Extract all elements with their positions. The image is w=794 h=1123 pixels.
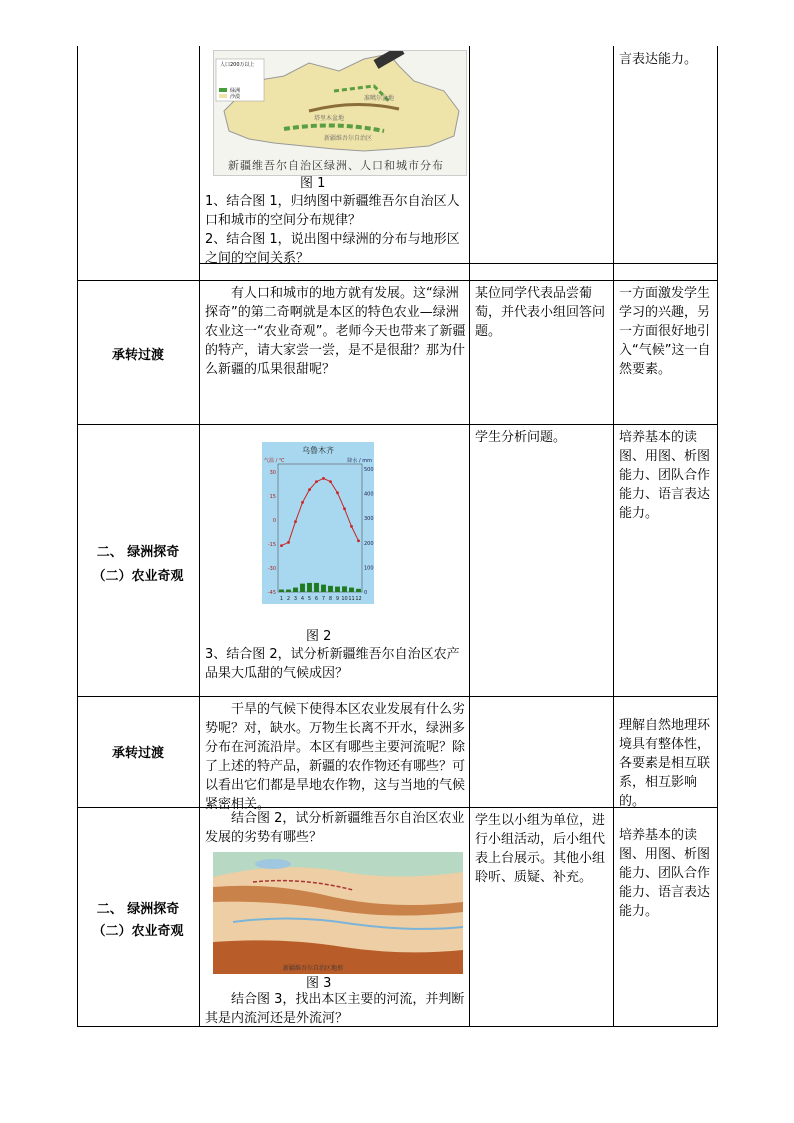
chart-bar-precip: [349, 588, 354, 592]
question-3: 3、结合图 2，试分析新疆维吾尔自治区农产品果大瓜甜的气候成因？: [205, 647, 460, 681]
chart-point-temperature: [336, 491, 339, 494]
map-legend-oasis: 绿洲: [230, 88, 241, 94]
map-label-area: 准噶尔盆地: [364, 95, 395, 102]
table-border-right: [717, 46, 718, 1027]
chart-point-temperature: [350, 525, 353, 528]
chart-bar-precip: [279, 590, 284, 592]
question-5: 结合图 3，找出本区主要的河流，并判断其是内流河还是外流河？: [205, 992, 465, 1026]
table-divider-2: [469, 46, 470, 1027]
chart-x-label: 7: [321, 596, 326, 602]
chart-point-temperature: [343, 507, 346, 510]
chart-x-label: 3: [293, 596, 298, 602]
question-4: 结合图 2，试分析新疆维吾尔自治区农业发展的劣势有哪些？: [205, 811, 465, 845]
chart-x-label: 6: [314, 596, 319, 602]
chart-x-label: 4: [300, 596, 305, 602]
chart-point-temperature: [308, 488, 311, 491]
chart-tick-left: 15: [269, 494, 276, 500]
row2-subsection-title: （二）农业奇观: [92, 569, 184, 584]
row0-goal: 言表达能力。: [619, 52, 698, 67]
row4-section-title: 二、 绿洲探奇: [96, 902, 180, 917]
chart-point-temperature: [329, 480, 332, 483]
figure-3-terrain-map: [213, 852, 463, 974]
row-divider-2: [77, 424, 717, 425]
row4-student-activity: 学生以小组为单位，进行小组活动，后小组代表上台展示。其他小组聆听、质疑、补充。: [475, 813, 606, 885]
chart-x-label: 1: [279, 596, 284, 602]
row3-goal: 理解自然地理环境具有整体性，各要素是相互联系，相互影响的。: [619, 718, 711, 809]
row2-section-title: 二、 绿洲探奇: [96, 545, 180, 560]
table-divider-3: [613, 46, 614, 1027]
question-2: 2、结合图 1，说出图中绿洲的分布与地形区之间的空间关系？: [205, 232, 460, 266]
chart-y-left-label: 气温 / ℃: [264, 458, 285, 464]
chart-bar-precip: [307, 583, 312, 592]
chart-x-label: 9: [335, 596, 340, 602]
map-legend-population: 人口200万以上: [220, 62, 255, 68]
chart-point-temperature: [280, 544, 283, 547]
figure-3-caption: 新疆维吾尔自治区地形: [283, 965, 344, 972]
map-legend-desert: 沙漠: [230, 94, 241, 100]
row-divider-1: [77, 280, 717, 281]
row1-stage-label: 承转过渡: [111, 348, 164, 363]
chart-point-temperature: [315, 480, 318, 483]
chart-tick-right: 400: [364, 491, 374, 498]
figure-1-caption: 新疆维吾尔自治区绿洲、人口和城市分布: [228, 159, 444, 172]
chart-point-temperature: [322, 477, 325, 480]
chart-x-label: 2: [286, 596, 291, 602]
figure-1-map: [213, 50, 467, 176]
table-border-left: [77, 46, 78, 1027]
chart-plot-area: [278, 464, 362, 592]
chart-x-label: 8: [328, 596, 333, 602]
row2-student-activity: 学生分析问题。: [475, 430, 567, 445]
chart-bar-precip: [328, 586, 333, 592]
chart-x-label: 12: [355, 596, 362, 602]
chart-bar-precip: [300, 584, 305, 592]
chart-tick-right: 0: [364, 590, 368, 596]
chart-tick-right: 200: [364, 540, 374, 547]
question-1: 1、结合图 1，归纳图中新疆维吾尔自治区人口和城市的空间分布规律？: [205, 194, 460, 228]
row-divider-3: [77, 696, 717, 697]
chart-tick-left: 0: [272, 518, 276, 524]
row4-subsection-title: （二）农业奇观: [92, 924, 184, 939]
figure-2-label: 图 2: [306, 629, 332, 644]
chart-tick-right: 500: [364, 466, 374, 473]
chart-y-right-label: 降水 / mm: [347, 458, 372, 464]
map-label-basin: 塔里木盆地: [314, 115, 345, 122]
chart-point-temperature: [287, 541, 290, 544]
chart-title: 乌鲁木齐: [302, 446, 334, 455]
chart-tick-left: 30: [269, 470, 276, 476]
row4-goal: 培养基本的读图、用图、析图能力、团队合作能力、语言表达能力。: [619, 828, 711, 919]
chart-bar-precip: [335, 587, 340, 592]
chart-tick-left: -30: [267, 566, 276, 572]
chart-bar-precip: [356, 589, 361, 592]
chart-bar-precip: [321, 585, 326, 592]
figure-2-climate-chart: [262, 442, 374, 604]
chart-tick-right: 100: [364, 565, 374, 572]
chart-bar-precip: [342, 586, 347, 592]
chart-tick-right: 300: [364, 516, 374, 523]
chart-point-temperature: [294, 520, 297, 523]
row1-teacher-activity: 有人口和城市的地方就有发展。这“绿洲探奇”的第二奇啊就是本区的特色农业—绿洲农业这一“农业奇观”。老师今天也带来了新疆的特产，请大家尝一尝，是不是很甜？那为什么新疆的瓜果很甜呢？: [205, 286, 466, 377]
chart-bar-precip: [286, 590, 291, 592]
figure-1-label: 图 1: [300, 176, 326, 191]
row1-student-activity: 某位同学代表品尝葡萄，并代表小组回答问题。: [475, 286, 606, 339]
map-label-region: 新疆维吾尔自治区: [324, 135, 373, 142]
row3-stage-label: 承转过渡: [111, 746, 164, 761]
chart-x-label: 5: [307, 596, 312, 602]
chart-x-label: 11: [348, 596, 355, 602]
chart-point-temperature: [357, 539, 360, 542]
row3-teacher-activity: 干旱的气候下使得本区农业发展有什么劣势呢？对，缺水。万物生长离不开水，绿洲多分布在河流沿岸。本区有哪些主要河流呢？除了上述的特产品，新疆的农作物还有哪些？可以看出它们都是旱地农作物，这与当地的气候紧密相关。: [205, 702, 466, 812]
chart-x-label: 10: [341, 596, 348, 602]
figure-3-label: 图 3: [306, 976, 332, 991]
chart-tick-left: -45: [267, 590, 276, 596]
chart-bar-precip: [314, 583, 319, 592]
row1-goal: 一方面激发学生学习的兴趣，另一方面很好地引入“气候”这一自然要素。: [619, 286, 711, 377]
chart-point-temperature: [301, 501, 304, 504]
table-divider-1: [199, 46, 200, 1027]
chart-tick-left: -15: [267, 542, 276, 548]
chart-bar-precip: [293, 588, 298, 592]
row2-goal: 培养基本的读图、用图、析图能力、团队合作能力、语言表达能力。: [619, 430, 711, 521]
